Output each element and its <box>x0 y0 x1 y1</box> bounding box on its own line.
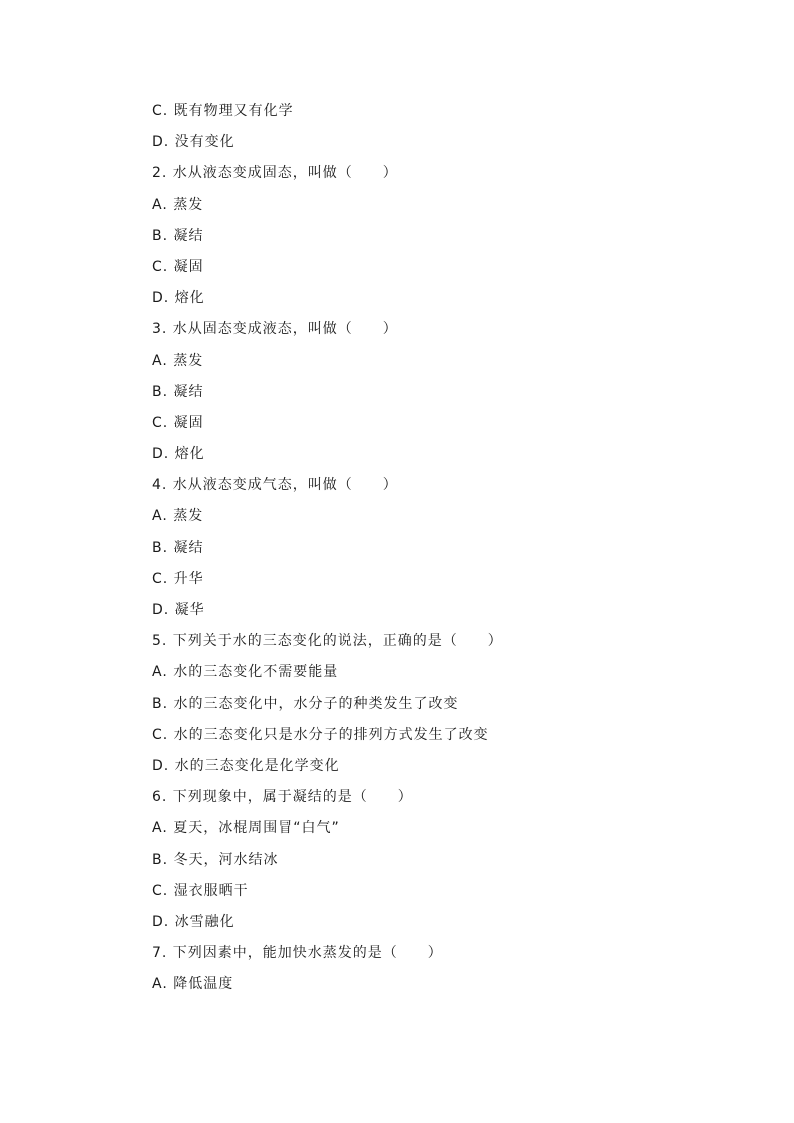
question-list <box>152 100 752 1004</box>
option-text: D. 凝华 <box>152 602 205 618</box>
question-text: 7. 下列因素中，能加快水蒸发的是（ ） <box>152 945 443 962</box>
option-text: C. 升华 <box>152 570 204 587</box>
option-text: D. 熔化 <box>152 290 205 307</box>
option-text: A. 夏天，冰棍周围冒“白气” <box>152 820 340 837</box>
option-text: A. 水的三态变化不需要能量 <box>152 664 339 681</box>
option-text: C. 水的三态变化只是水分子的排列方式发生了改变 <box>152 726 489 743</box>
option-text: D. 熔化 <box>152 446 205 463</box>
question-text: 6. 下列现象中，属于凝结的是（ ） <box>152 789 413 806</box>
option-text: D. 水的三态变化是化学变化 <box>152 757 340 774</box>
option-text: D. 没有变化 <box>152 134 235 151</box>
option-text: B. 冬天，河水结冰 <box>152 851 279 868</box>
option-text: D. 冰雪融化 <box>152 913 235 930</box>
option-text: C. 湿衣服晒干 <box>152 882 249 899</box>
option-text: C. 凝固 <box>152 414 204 431</box>
option-text: A. 蒸发 <box>152 508 204 525</box>
option-text: A. 降低温度 <box>152 976 234 993</box>
question-text: 2. 水从液态变成固态，叫做（ ） <box>152 165 398 182</box>
option-text: A. 蒸发 <box>152 196 204 213</box>
option-text: B. 水的三态变化中，水分子的种类发生了改变 <box>152 695 459 712</box>
option-text: A. 蒸发 <box>152 352 204 369</box>
question-text: 5. 下列关于水的三态变化的说法，正确的是（ ） <box>152 633 503 650</box>
option-text: B. 凝结 <box>152 227 204 244</box>
question-text: 3. 水从固态变成液态，叫做（ ） <box>152 321 398 338</box>
option-text: B. 凝结 <box>152 539 204 556</box>
option-text: B. 凝结 <box>152 383 204 400</box>
option-text: C. 凝固 <box>152 258 204 275</box>
option-text: C. 既有物理又有化学 <box>152 103 294 119</box>
question-text: 4. 水从液态变成气态，叫做（ ） <box>152 477 398 494</box>
